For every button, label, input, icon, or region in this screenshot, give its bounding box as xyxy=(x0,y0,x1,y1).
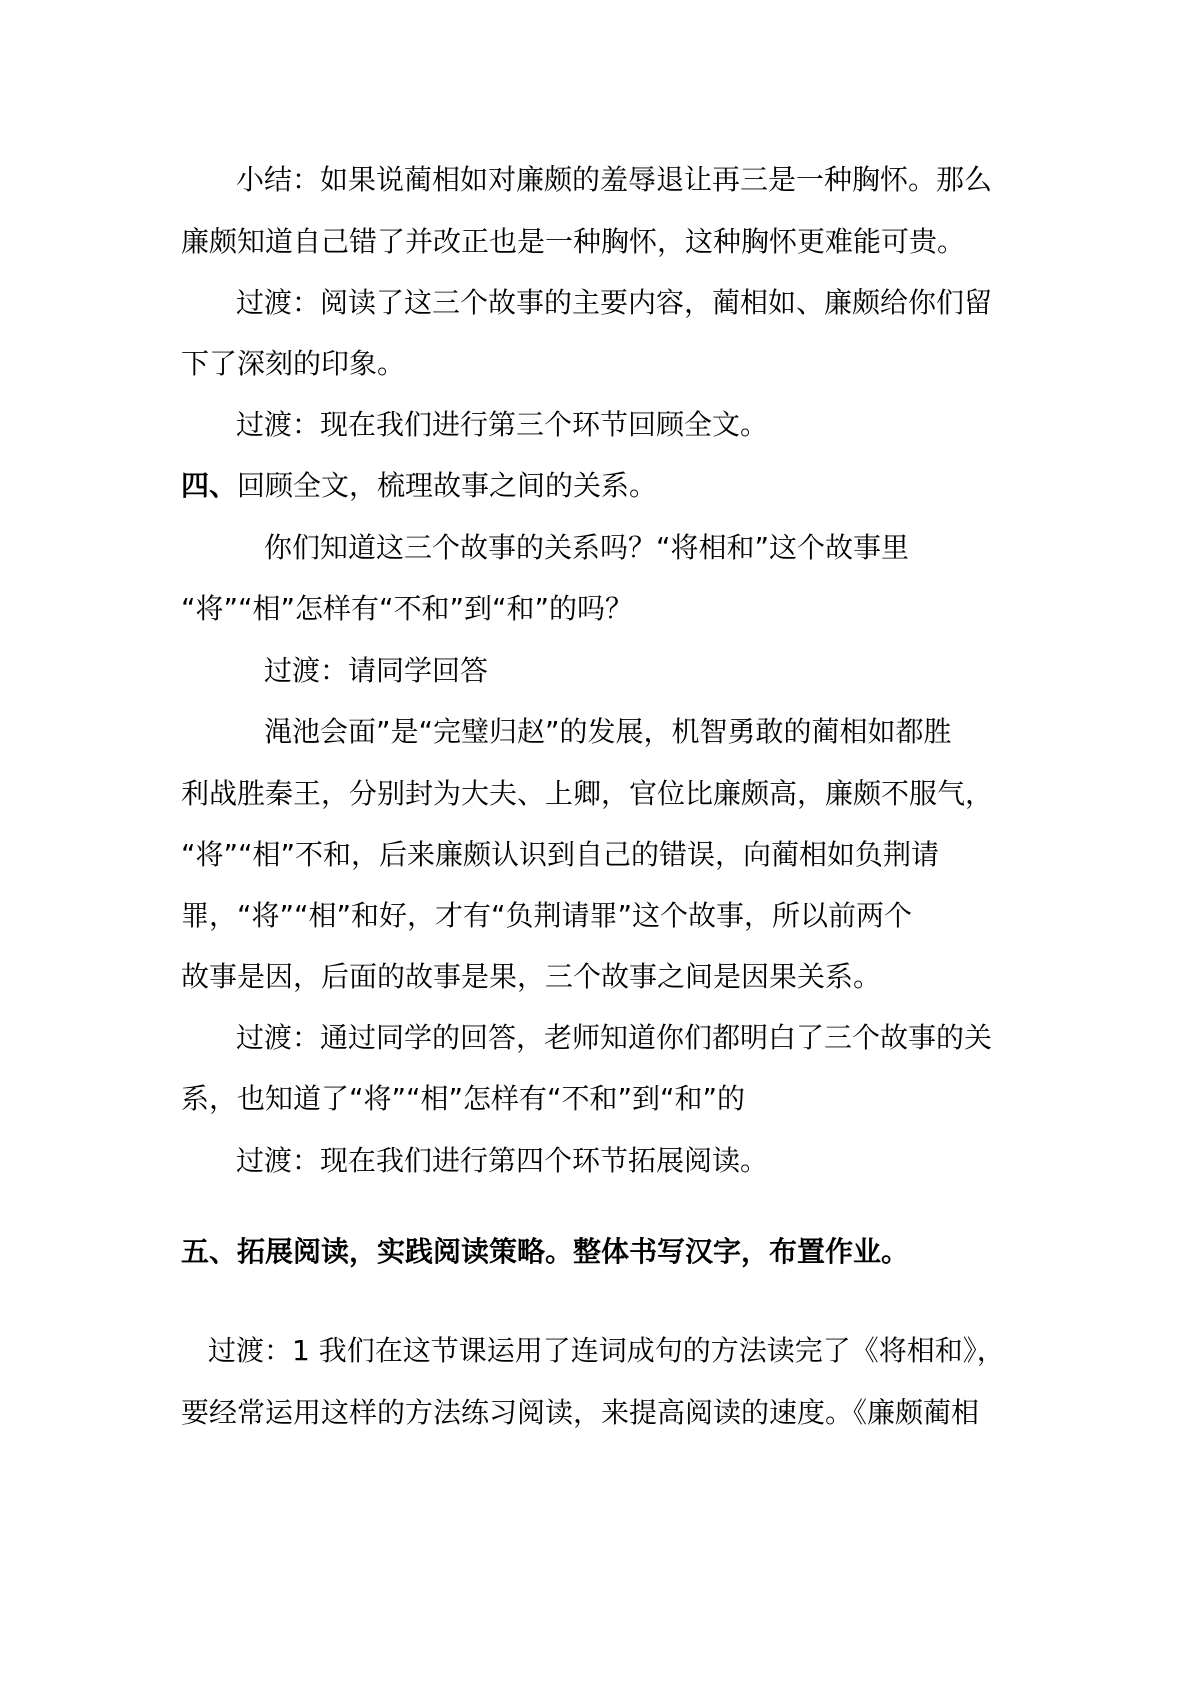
section-heading-text: 回顾全文，梳理故事之间的关系。 xyxy=(237,469,658,502)
paragraph-line: 渑池会面”是“完璧归赵”的发展，机智勇敢的蔺相如都胜 xyxy=(264,715,952,748)
section-number: 四、 xyxy=(181,469,238,502)
paragraph-line: 故事是因，后面的故事是果，三个故事之间是因果关系。 xyxy=(181,960,882,993)
paragraph-line: 过渡：阅读了这三个故事的主要内容，蔺相如、廉颇给你们留 xyxy=(236,286,993,319)
paragraph-line: 过渡：现在我们进行第三个环节回顾全文。 xyxy=(236,408,769,441)
paragraph-line: 下了深刻的印象。 xyxy=(181,347,406,380)
paragraph-line: 过渡：现在我们进行第四个环节拓展阅读。 xyxy=(236,1144,769,1177)
paragraph-line: 过渡：请同学回答 xyxy=(264,654,489,687)
paragraph-line: 系，也知道了“将”“相”怎样有“不和”到“和”的 xyxy=(181,1082,746,1115)
paragraph-line: 过渡：通过同学的回答，老师知道你们都明白了三个故事的关 xyxy=(236,1021,993,1054)
paragraph-line: 要经常运用这样的方法练习阅读，来提高阅读的速度。《廉颇蔺相 xyxy=(181,1396,980,1429)
paragraph-line: “将”“相”不和，后来廉颇认识到自己的错误，向蔺相如负荆请 xyxy=(181,838,940,871)
paragraph-line: 罪，“将”“相”和好，才有“负荆请罪”这个故事，所以前两个 xyxy=(181,899,913,932)
section-heading-line: 五、拓展阅读，实践阅读策略。整体书写汉字，布置作业。 xyxy=(181,1235,910,1268)
paragraph-line: 廉颇知道自己错了并改正也是一种胸怀，这种胸怀更难能可贵。 xyxy=(181,225,966,258)
paragraph-line: 利战胜秦王，分别封为大夫、上卿，官位比廉颇高，廉颇不服气， xyxy=(181,777,994,810)
section-heading-line xyxy=(181,466,657,506)
paragraph-line: 小结：如果说蔺相如对廉颇的羞辱退让再三是一种胸怀。那么 xyxy=(236,163,993,196)
paragraph-line: 你们知道这三个故事的关系吗？“将相和”这个故事里 xyxy=(264,531,910,564)
paragraph-line: “将”“相”怎样有“不和”到“和”的吗？ xyxy=(181,592,634,625)
paragraph-line: 过渡：1 我们在这节课运用了连词成句的方法读完了《将相和》， xyxy=(208,1334,1005,1367)
